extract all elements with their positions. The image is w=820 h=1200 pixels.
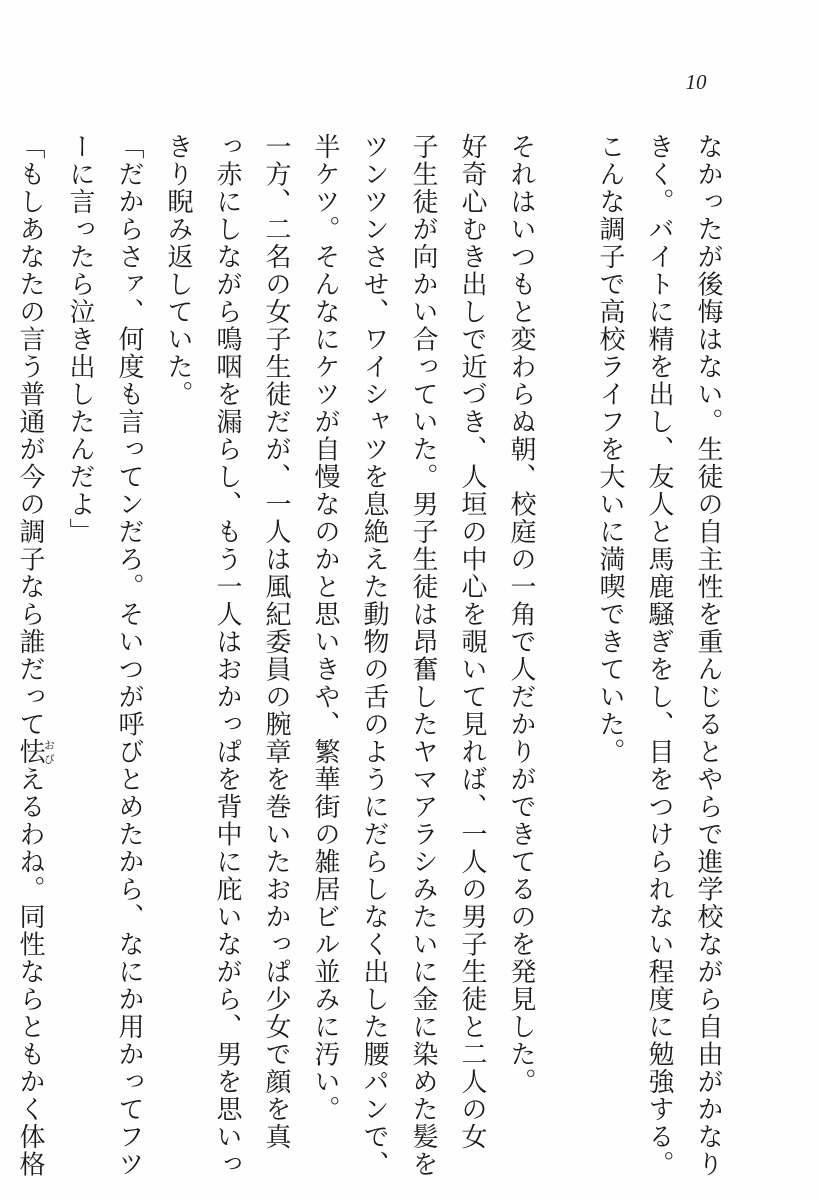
text-line: それはいつもと変わらぬ朝、校庭の一角で人だかりができてるのを発見した。: [506, 133, 536, 1096]
text-line: 子生徒が向かい合っていた。男子生徒は昂奮したヤマアラシみたいに金に染めた髪を: [408, 133, 438, 1178]
text-segment: わね。同性ならともかく体格: [15, 820, 45, 1178]
page-number: 10: [685, 70, 707, 94]
ruby-reading: おび: [42, 738, 56, 766]
text-segment: える: [15, 765, 45, 821]
text-line: なかったが後悔はない。生徒の自主性を重んじるとやらで進学校ながら自由がかなり: [693, 133, 723, 1178]
ruby-annotation: [15, 738, 56, 766]
text-segment: 「もしあなたの言う普通が今の調子なら誰だって: [15, 133, 45, 738]
text-line: ーに言ったら泣き出したんだよ」: [65, 133, 95, 546]
text-line: こんな調子で高校ライフを大いに満喫できていた。: [595, 133, 625, 766]
text-line: 「だからさァ、何度も言ってンだろ。そいつが呼びとめたから、なにか用かってフツ: [114, 133, 144, 1178]
text-line: きり睨み返していた。: [163, 133, 193, 408]
text-line: きく。バイトに精を出し、友人と馬鹿騒ぎをし、目をつけられない程度に勉強する。: [644, 133, 674, 1178]
text-line: 好奇心むき出しで近づき、人垣の中心を覗いて見れば、一人の男子生徒と二人の女: [457, 133, 487, 1151]
text-line: 一方、二名の女子生徒だが、一人は風紀委員の腕章を巻いたおかっぱ少女で顔を真: [261, 133, 291, 1151]
text-line: っ赤にしながら鳴咽を漏らし、もう一人はおかっぱを背中に庇いながら、男を思いっ: [212, 133, 242, 1178]
text-line: ツンツンさせ、ワイシャツを息絶えた動物の舌のようにだらしなく出した腰パンで、: [359, 133, 389, 1178]
ruby-base: 怯: [15, 738, 45, 766]
text-line-with-ruby: [5, 133, 56, 1178]
text-line: 半ケツ。そんなにケツが自慢なのかと思いきや、繁華街の雑居ビル並みに汚い。: [310, 133, 340, 1123]
vertical-text-block: [0, 133, 732, 1178]
paragraph-gap: [545, 133, 585, 1103]
